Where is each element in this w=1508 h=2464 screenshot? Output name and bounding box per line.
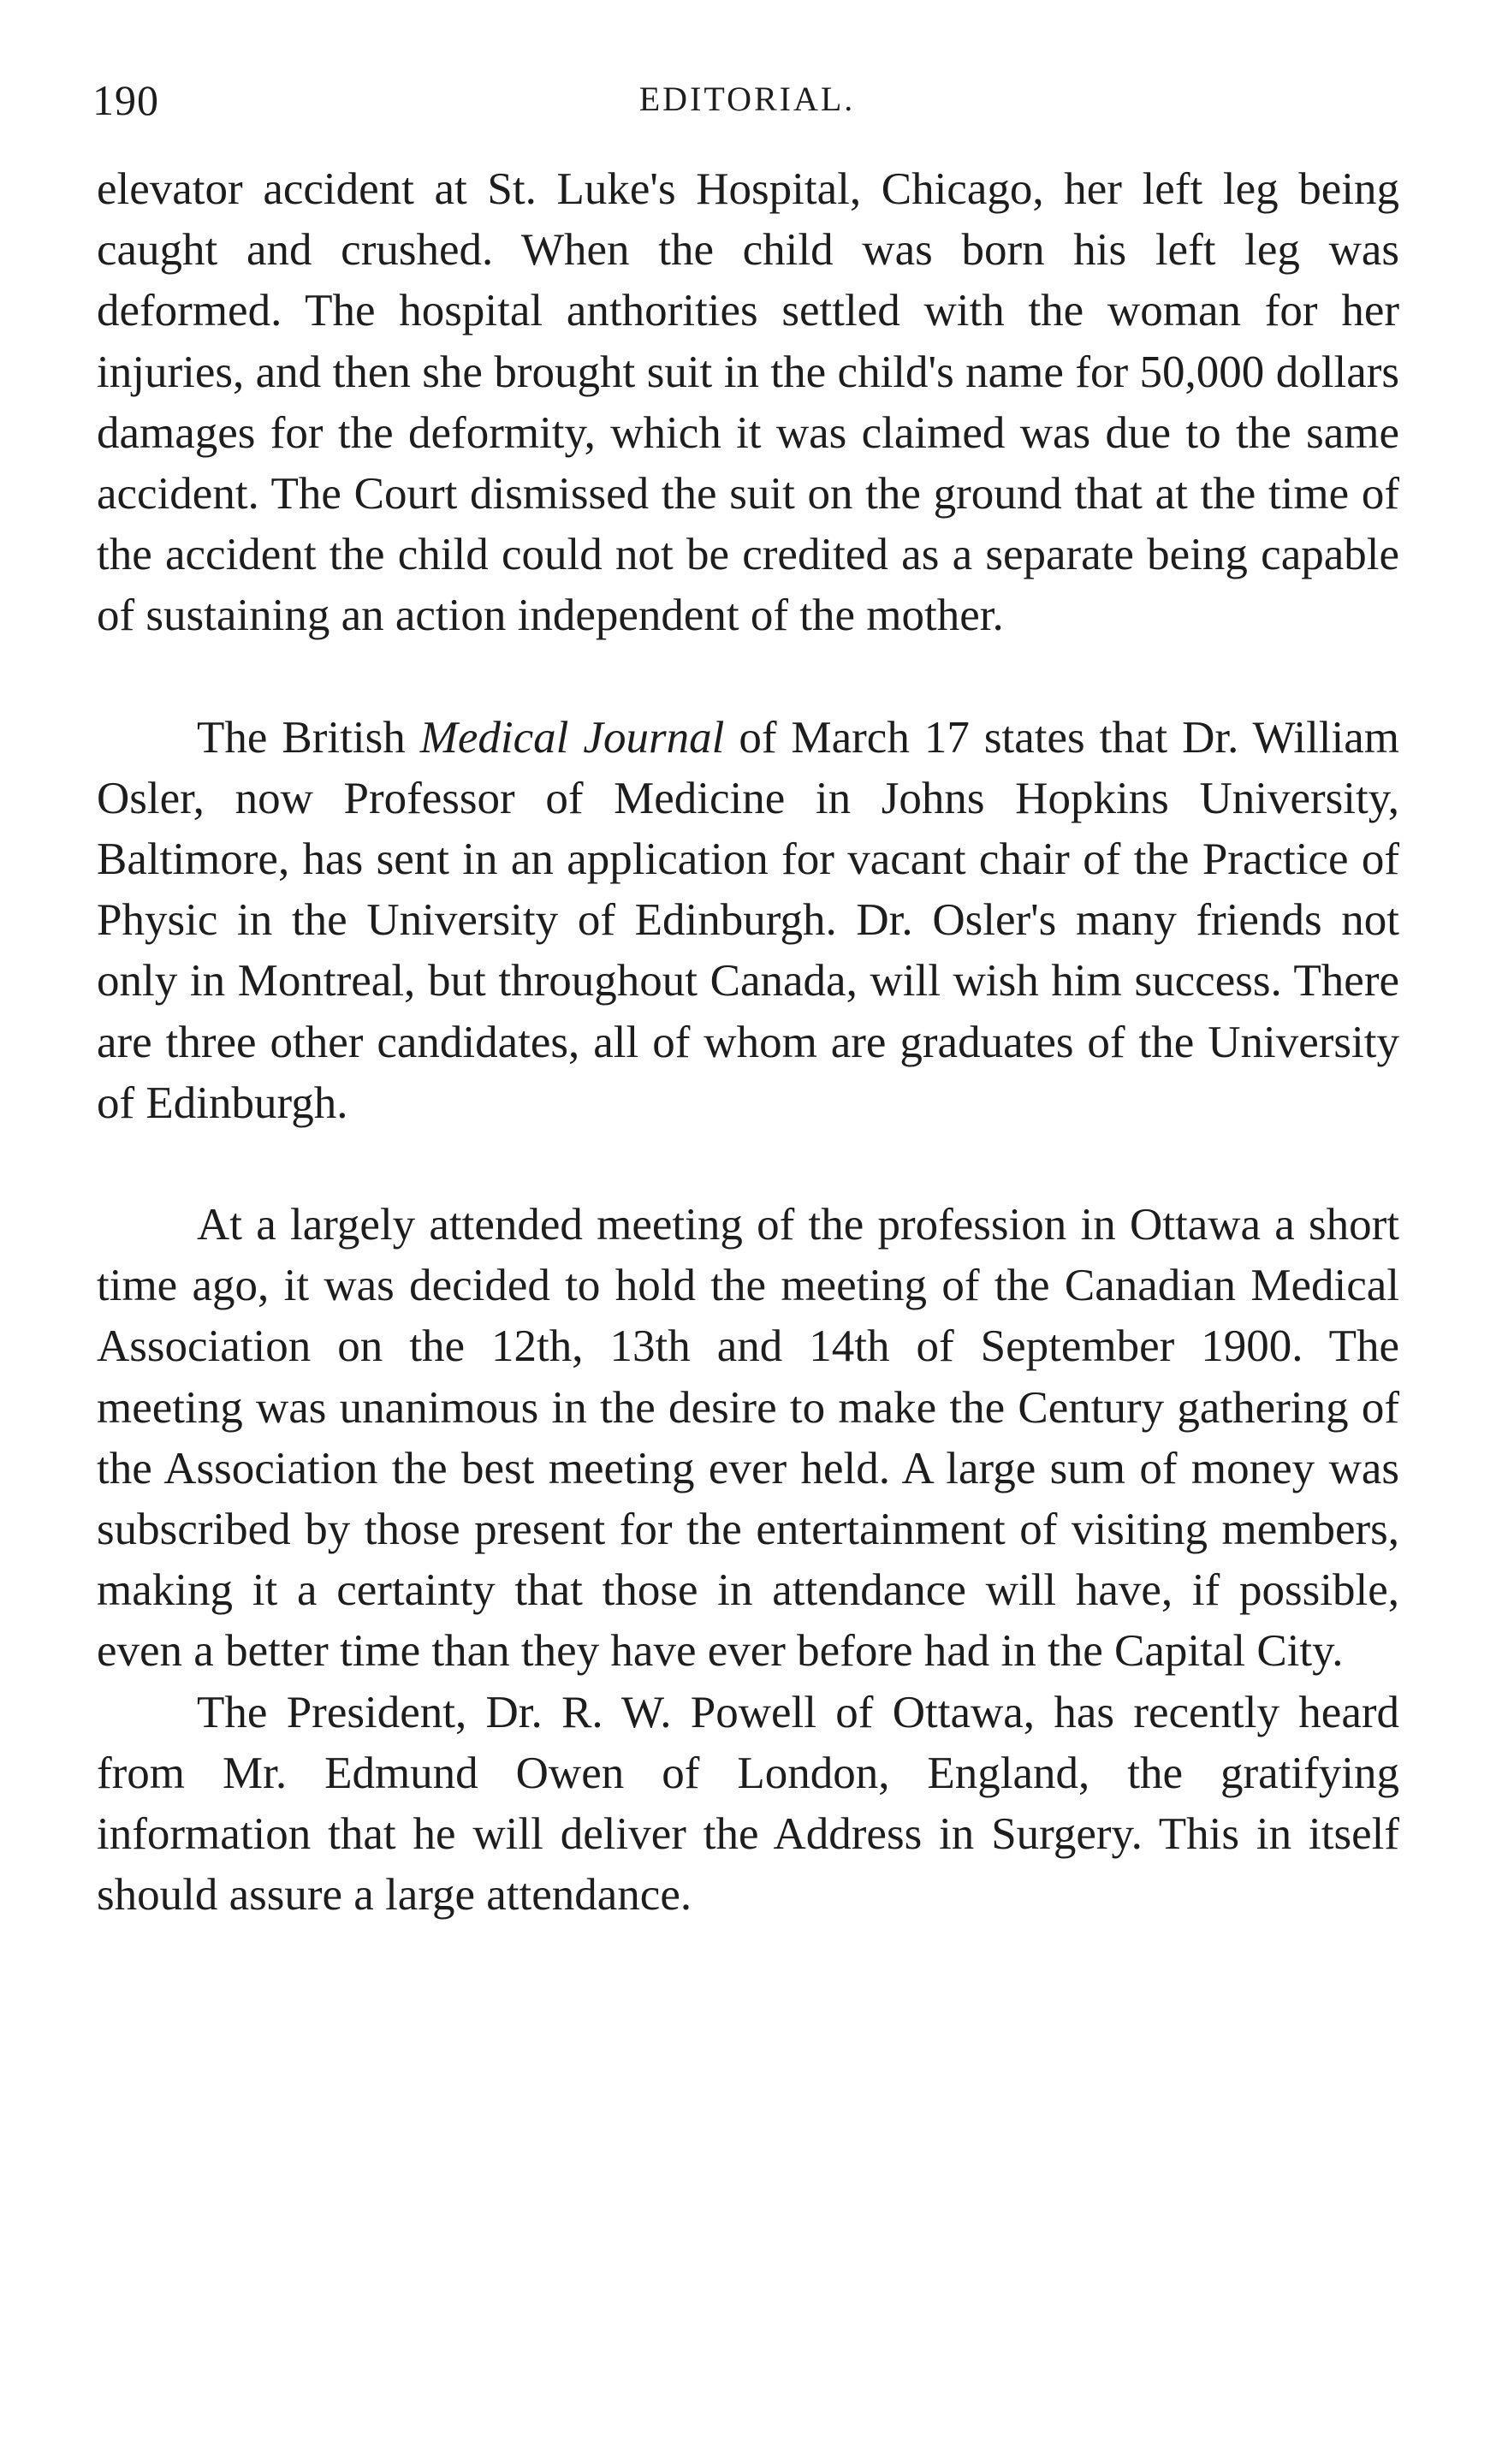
paragraph-president-announcement: The President, Dr. R. W. Powell of Ottawa, has recently heard from Mr. Edmund Owen of London, England, the gratifying information that he will deliver the Address in Surgery. This in itself should assure a large attendance. (97, 1687, 1399, 1921)
paragraph-gap (97, 647, 1399, 708)
paragraph-osler-application (97, 708, 1399, 1134)
journal-title: Medical Journal (419, 712, 725, 763)
page-number: 190 (92, 76, 159, 124)
paragraph-ottawa-meeting: At a largely attended meeting of the profession in Ottawa a short time ago, it was decided to hold the meeting of the Canadian Medical Association on the 12th, 13th and 14th of September 1900. The meeting was unanimous in the desire to make the Century gathering of the Association the best meeting ever held. A large sum of money was subscribed by those present for the entertainment of visiting members, making it a certainty that those in attendance will have, if possible, even a better time than they have ever before had in the Capital City. (97, 1200, 1399, 1677)
paragraph-gap (97, 1134, 1399, 1195)
paragraph-elevator-accident: elevator accident at St. Luke's Hospital, Chicago, her left leg being caught and crushed. When the child was born his left leg was deformed. The hospital anthorities settled with the woman for her injuries, and then she brought suit in the child's name for 50,000 dollars damages for the deformity, which it was claimed was due to the same accident. The Court dismissed the suit on the ground that at the time of the accident the child could not be credited as a separate being capable of sustaining an action independent of the mother. (97, 164, 1399, 641)
journal-intro-text: The British (197, 712, 420, 763)
editorial-body (97, 159, 1399, 1926)
osler-text: of March 17 states that Dr. William Osler, now Professor of Medicine in Johns Hopkins University, Baltimore, has sent in an application for vacant chair of the Practice of Physic in the University of Edinburgh. Dr. Osler's many friends not only in Montreal, but throughout Canada, will wish him success. There are three other candidates, all of whom are graduates of the University of Edinburgh. (97, 712, 1399, 1128)
page-header (92, 75, 1402, 127)
running-title: EDITORIAL. (638, 80, 856, 118)
